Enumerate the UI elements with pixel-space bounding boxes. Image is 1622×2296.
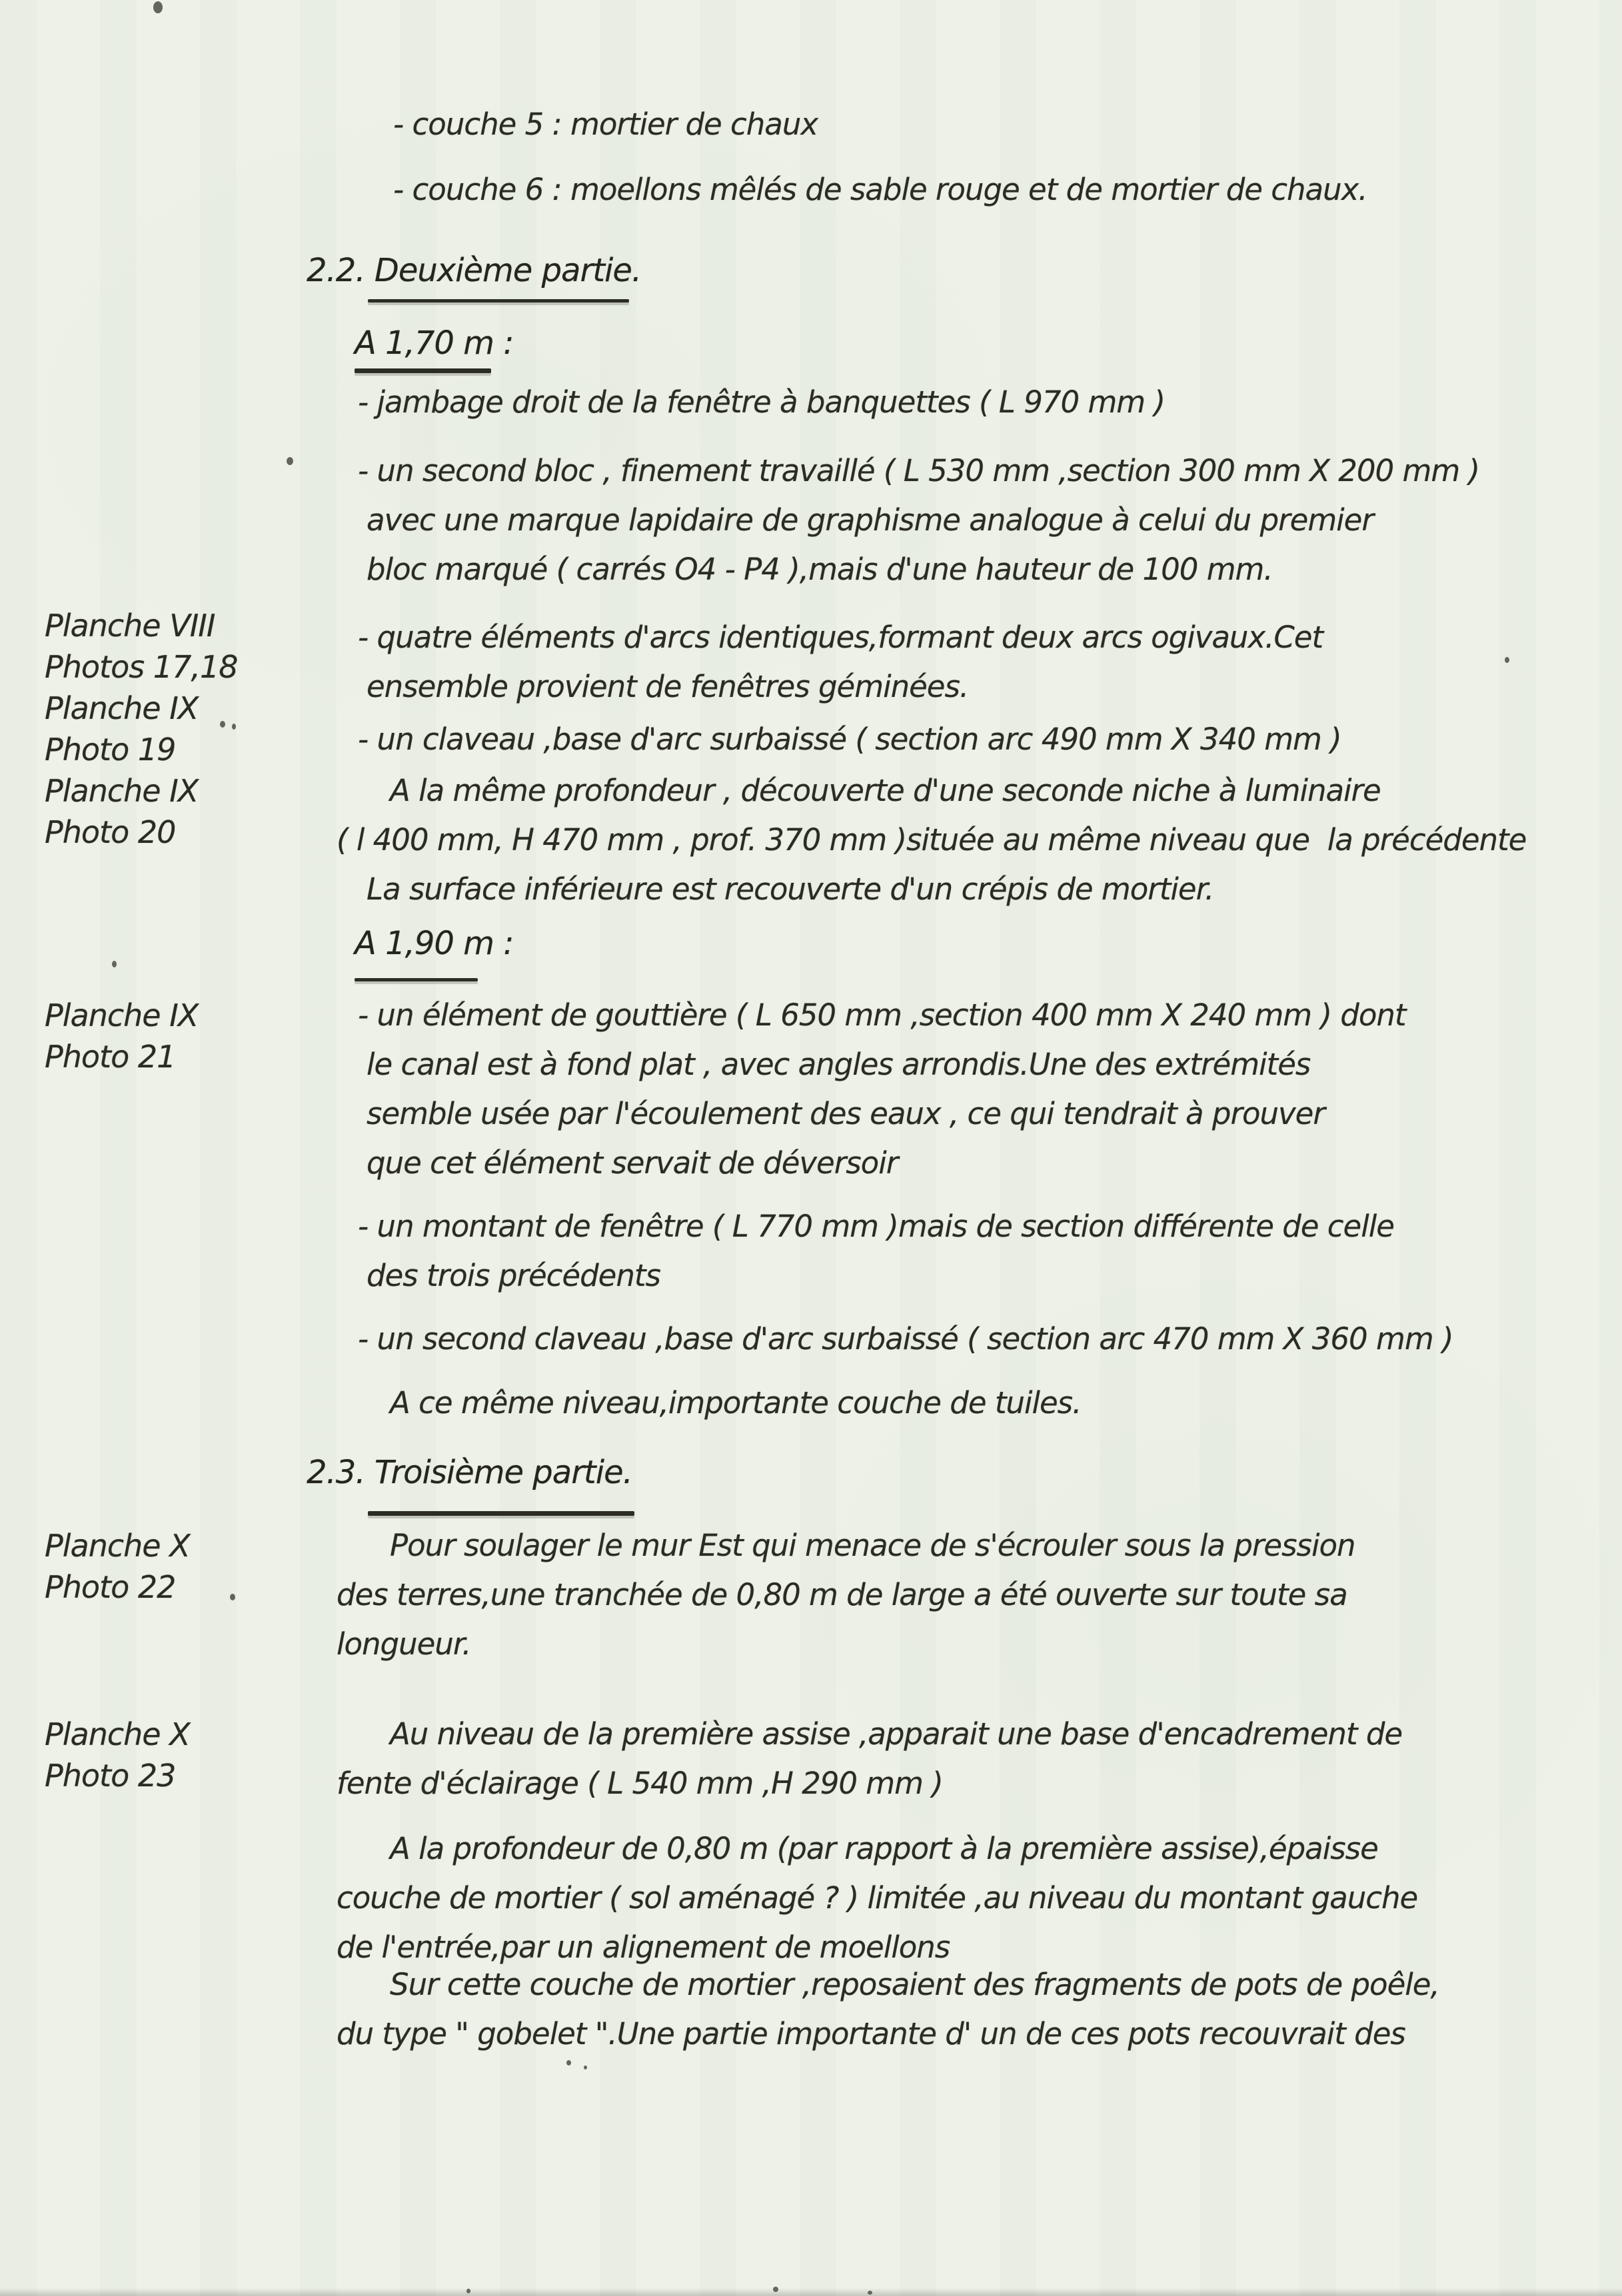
text-line-tranchee-1: Pour soulager le mur Est qui menace de s'écrouler sous la pression (390, 1528, 1355, 1563)
margin-note-planche-ix: Planche IX (45, 997, 199, 1033)
scan-speck (1505, 657, 1509, 663)
margin-note-photo-23: Photo 23 (45, 1758, 176, 1794)
text-line-second-claveau: - un second claveau ,base d'arc surbaissé ( section arc 470 mm X 360 mm ) (358, 1321, 1453, 1357)
text-line-quatre-arcs-1: - quatre éléments d'arcs identiques,formant deux arcs ogivaux.Cet (358, 620, 1323, 655)
text-line-profondeur-1: A la profondeur de 0,80 m (par rapport à la première assise),épaisse (390, 1831, 1378, 1866)
text-line-niche-1: A la même profondeur , découverte d'une seconde niche à luminaire (390, 773, 1381, 808)
text-line-profondeur-3: de l'entrée,par un alignement de moellons (337, 1930, 950, 1965)
margin-note-planche-x: Planche X (45, 1528, 190, 1564)
scan-speck (153, 1, 163, 13)
text-line-couche-6: - couche 6 : moellons mêlés de sable rouge et de mortier de chaux. (393, 172, 1367, 207)
margin-note-photo-21: Photo 21 (45, 1039, 176, 1075)
margin-note-photos-17-18: Photos 17,18 (45, 649, 238, 685)
scan-speck (232, 724, 236, 730)
text-line-gouttiere-1: - un élément de gouttière ( L 650 mm ,section 400 mm X 240 mm ) dont (358, 997, 1406, 1033)
text-line-gouttiere-4: que cet élément servait de déversoir (367, 1145, 898, 1181)
text-line-second-bloc-3: bloc marqué ( carrés O4 - P4 ),mais d'une hauteur de 100 mm. (367, 552, 1273, 587)
scan-speck (584, 2065, 587, 2069)
margin-note-photo-20: Photo 20 (45, 814, 176, 850)
section-heading-2-2: 2.2. Deuxième partie. (307, 252, 642, 289)
text-line-assise-1: Au niveau de la première assise ,apparait une base d'encadrement de (390, 1716, 1403, 1752)
margin-note-planche-ix: Planche IX (45, 773, 199, 809)
text-line-quatre-arcs-2: ensemble provient de fenêtres géminées. (367, 669, 969, 704)
text-line-second-bloc-2: avec une marque lapidaire de graphisme analogue à celui du premier (367, 502, 1373, 538)
text-line-tuiles: A ce même niveau,importante couche de tuiles. (390, 1385, 1082, 1421)
heading-underline (368, 1511, 634, 1516)
scan-speck (112, 961, 117, 967)
text-line-tranchee-2: des terres,une tranchée de 0,80 m de large a été ouverte sur toute sa (337, 1577, 1347, 1612)
text-line-jambage: - jambage droit de la fenêtre à banquettes ( L 970 mm ) (358, 384, 1165, 420)
scan-speck (220, 721, 225, 728)
margin-note-planche-x: Planche X (45, 1716, 190, 1752)
text-line-profondeur-2: couche de mortier ( sol aménagé ? ) limitée ,au niveau du montant gauche (337, 1880, 1418, 1916)
text-line-second-bloc-1: - un second bloc , finement travaillé ( L 530 mm ,section 300 mm X 200 mm ) (358, 453, 1480, 488)
text-line-niche-2: ( l 400 mm, H 470 mm , prof. 370 mm )située au même niveau que la précédente (337, 822, 1527, 858)
heading-underline (368, 299, 629, 302)
scan-speck (230, 1594, 235, 1600)
text-line-pots-1: Sur cette couche de mortier ,reposaient des fragments de pots de poêle, (390, 1967, 1439, 2002)
text-line-tranchee-3: longueur. (337, 1626, 471, 1662)
text-line-couche-5: - couche 5 : mortier de chaux (393, 107, 818, 142)
text-line-gouttiere-2: le canal est à fond plat , avec angles arrondis.Une des extrémités (367, 1047, 1311, 1082)
scan-speck (566, 2060, 571, 2065)
subheading-a-1-70: A 1,70 m : (355, 324, 514, 362)
subheading-underline (355, 978, 478, 981)
margin-note-planche-viii: Planche VIII (45, 608, 215, 644)
margin-note-planche-ix: Planche IX (45, 690, 199, 726)
text-line-pots-2: du type " gobelet ".Une partie importante d' un de ces pots recouvrait des (337, 2016, 1405, 2051)
text-line-assise-2: fente d'éclairage ( L 540 mm ,H 290 mm ) (337, 1766, 943, 1801)
scan-speck (287, 457, 293, 465)
text-line-montant-2: des trois précédents (367, 1258, 660, 1293)
text-line-montant-1: - un montant de fenêtre ( L 770 mm )mais de section différente de celle (358, 1209, 1394, 1244)
scan-bottom-shadow (0, 2288, 1622, 2296)
subheading-a-1-90: A 1,90 m : (355, 925, 514, 962)
section-heading-2-3: 2.3. Troisième partie. (307, 1454, 632, 1491)
margin-note-photo-19: Photo 19 (45, 732, 176, 768)
margin-note-photo-22: Photo 22 (45, 1569, 176, 1605)
subheading-underline (355, 368, 491, 373)
text-line-gouttiere-3: semble usée par l'écoulement des eaux , ce qui tendrait à prouver (367, 1096, 1325, 1131)
text-line-niche-3: La surface inférieure est recouverte d'un crépis de mortier. (367, 871, 1214, 907)
text-line-claveau: - un claveau ,base d'arc surbaissé ( section arc 490 mm X 340 mm ) (358, 722, 1341, 757)
